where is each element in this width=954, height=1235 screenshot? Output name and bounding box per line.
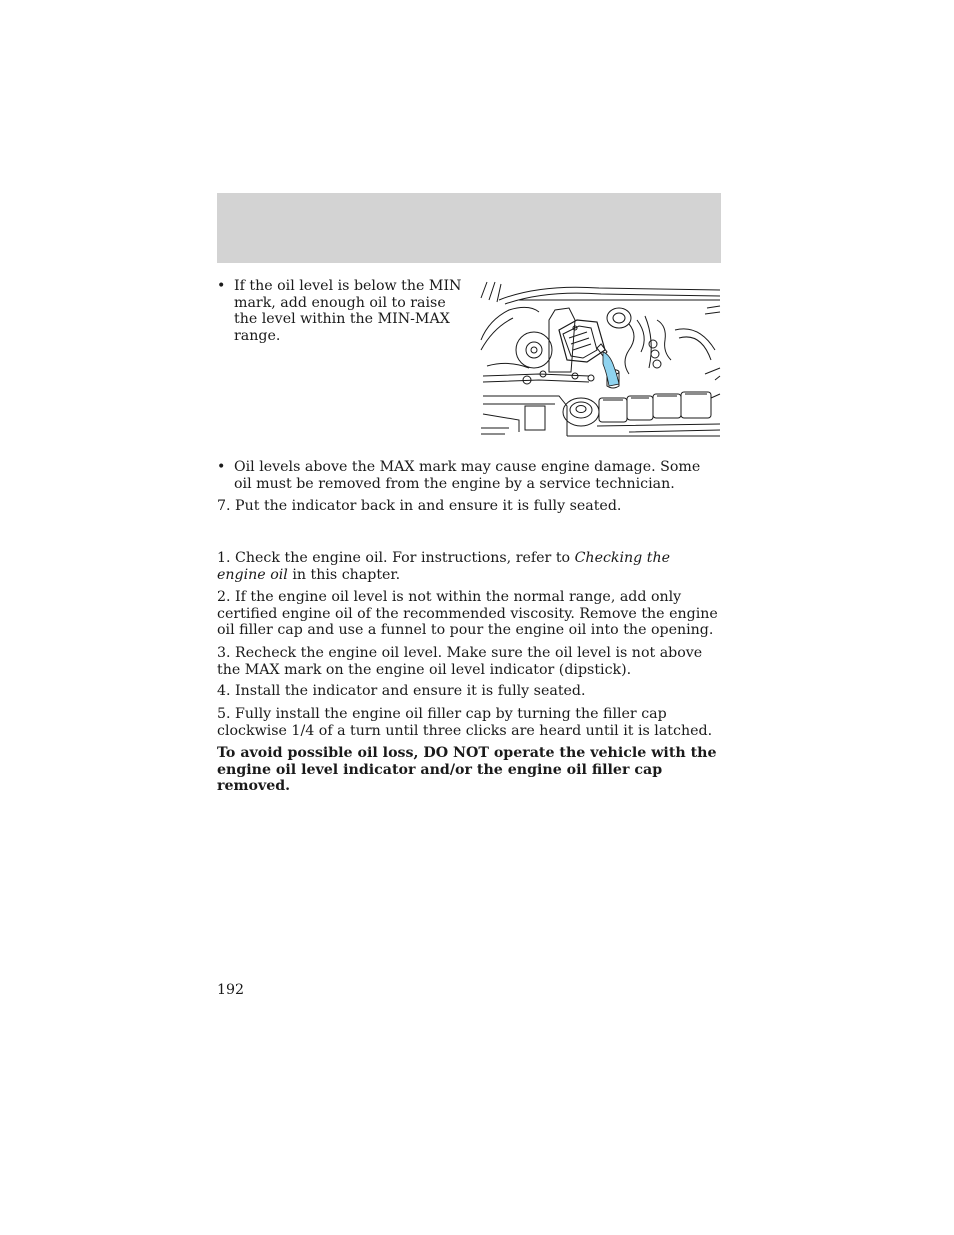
section-header-band [217, 193, 721, 263]
step-5-text: 5. Fully install the engine oil filler cap by turning the filler cap clockwise 1/4 of a turn until three clicks are heard until it is latched. [217, 706, 713, 739]
step-7-text: 7. Put the indicator back in and ensure it is fully seated. [217, 498, 622, 514]
step-1-text-before: 1. Check the engine oil. For instructions, refer to [217, 550, 575, 566]
bullet-text: If the oil level is below the MIN mark, add enough oil to raise the level within the MIN-MAX range. [234, 278, 462, 344]
bullet-marker: • [217, 278, 226, 294]
oil-loss-warning: To avoid possible oil loss, DO NOT operate the vehicle with the engine oil level indicator and/or the engine oil filler cap removed. [217, 745, 717, 794]
bullet-item-min-level [217, 278, 467, 344]
bullet-text: Oil levels above the MAX mark may cause engine damage. Some oil must be removed from the engine by a service technician. [234, 459, 701, 492]
step-1-text [217, 550, 722, 583]
page-number: 192 [217, 982, 245, 998]
checking-engine-oil-reference: Checking the engine oil [217, 550, 671, 583]
step-3-text: 3. Recheck the engine oil level. Make sure the oil level is not above the MAX mark on the engine oil level indicator (dipstick). [217, 645, 703, 678]
bullet-marker: • [217, 459, 226, 475]
step-4-text: 4. Install the indicator and ensure it is fully seated. [217, 683, 586, 699]
engine-oil-fill-illustration [479, 280, 721, 444]
step-2-text: 2. If the engine oil level is not within the normal range, add only certified engine oil of the recommended viscosity. Remove the engine oil filler cap and use a funnel to pour the engine oil into the opening. [217, 589, 718, 638]
bullet-item-max-level [217, 459, 722, 492]
step-1-text-after: in this chapter. [287, 566, 401, 583]
